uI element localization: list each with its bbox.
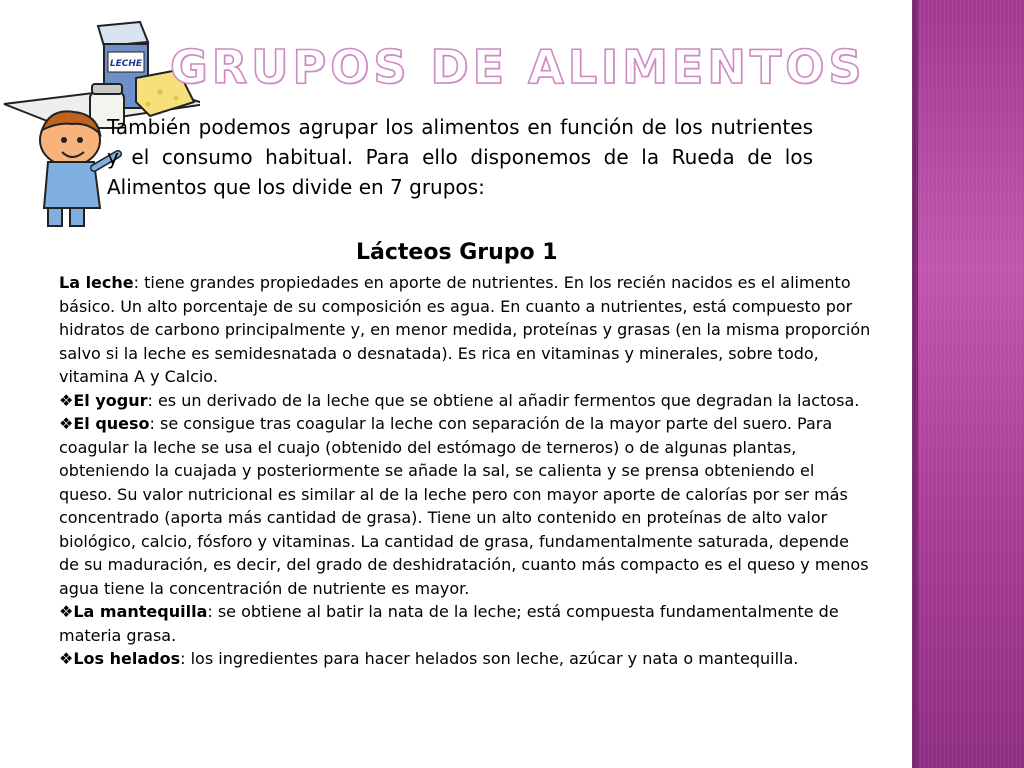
slide-title: GRUPOS DE ALIMENTOS [170,40,866,94]
bullet-item-helados [59,647,871,671]
decorative-side-band [912,0,1024,768]
diamond-bullet-icon: ❖ [59,649,74,668]
bullet-description: : los ingredientes para hacer helados son leche, azúcar y nata o mantequilla. [180,649,799,668]
bullet-term: El yogur [73,390,148,410]
bullet-item-queso [59,412,871,600]
bullet-term: El queso [73,414,150,433]
milk-paragraph [59,271,871,389]
bullet-item-mantequilla [59,600,871,647]
bullet-term: Los helados [73,649,181,668]
body-text [59,271,871,671]
section-heading: Lácteos Grupo 1 [356,240,558,265]
carton-label: LECHE [109,59,143,69]
milk-description: : tiene grandes propiedades en aporte de nutrientes. En los recién nacidos es el alimento básico. Un alto porcentaje de su composición es agua. En cuanto a nutrientes, está compuesto por hidratos de carbono principalmente y, en menor medida, proteínas y grasas (en la misma proporción salvo si la leche es semidesnatada o desnatada). Es rica en vitaminas y minerales, sobre todo, vitamina A y Calcio. [59,273,871,386]
diamond-bullet-icon: ❖ [59,602,74,621]
intro-paragraph: También podemos agrupar los alimentos en función de los nutrientes y el consumo habitual. Para ello disponemos de la Rueda de los Alimentos que los divide en 7 grupos: [107,115,813,199]
bullet-description: : se consigue tras coagular la leche con separación de la mayor parte del suero. Para coagular la leche se usa el cuajo (obtenido del estómago de terneros) o de algunas plantas, obteniendo la cuajada y posteriormente se añade la sal, se calienta y se prensa obteniendo el queso. Su valor nutricional es similar al de la leche pero con mayor aporte de calorías por ser más concentrado (aporta más cantidad de grasa). Tiene un alto contenido en proteínas de alto valor biológico, calcio, fósforo y vitaminas. La cantidad de grasa, fundamentalmente saturada, depende de su maduración, es decir, del grado de deshidratación, cuanto más compacto es el queso y menos agua tiene la concentración de nutriente es mayor. [59,414,869,598]
bullet-description: : se obtiene al batir la nata de la leche; está compuesta fundamentalmente de materia grasa. [59,602,839,645]
bullet-term: La mantequilla [73,602,208,621]
diamond-bullet-icon: ❖ [59,414,74,433]
bullet-description: : es un derivado de la leche que se obtiene al añadir fermentos que degradan la lactosa. [147,390,860,410]
diamond-bullet-icon: ❖ [59,390,74,410]
milk-term: La leche [59,273,134,292]
bullet-item-yogur [59,389,871,413]
